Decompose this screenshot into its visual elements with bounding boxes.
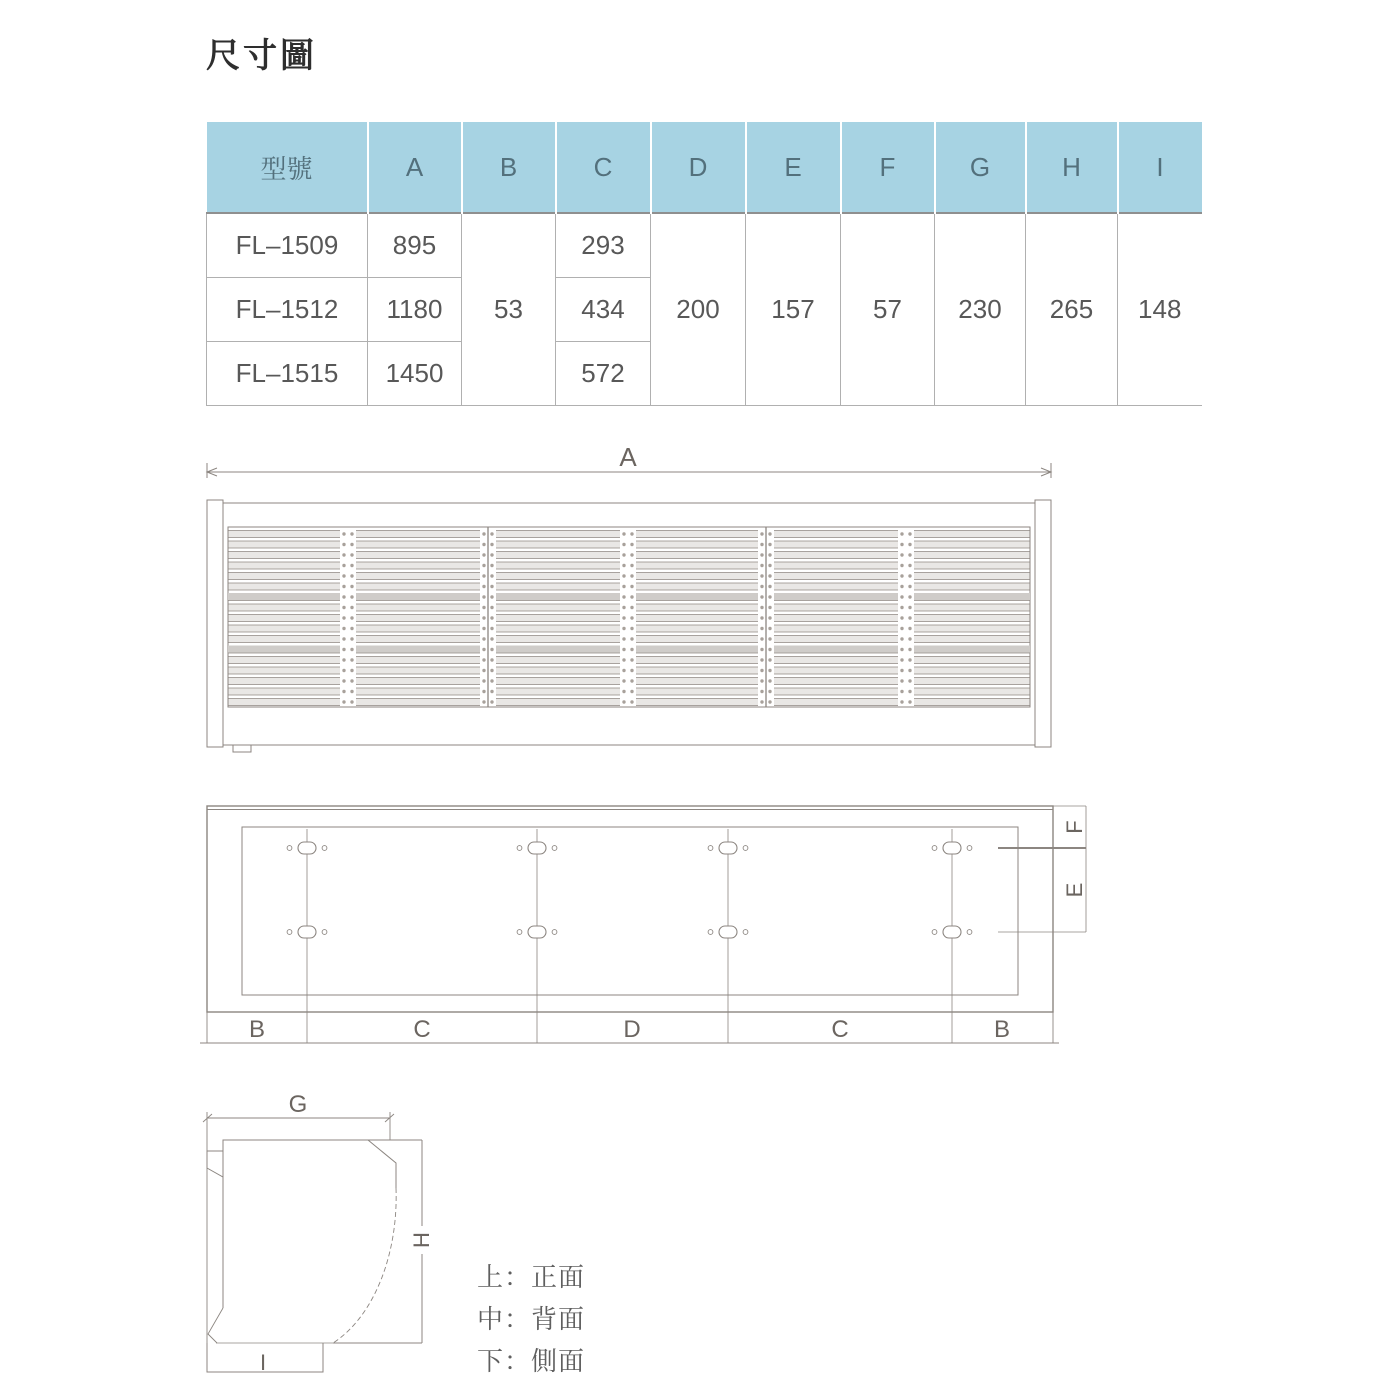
col-header-e: E [746, 122, 841, 213]
side-view-drawing [195, 1091, 445, 1386]
value-c: 293 [556, 213, 651, 278]
dimension-table [206, 122, 1202, 406]
dim-label-a: A [619, 442, 637, 472]
col-header-i: I [1118, 122, 1202, 213]
dimension-table-wrap [206, 122, 1202, 406]
dim-label-e: E [1062, 882, 1087, 898]
legend-side: 下：側面 [477, 1346, 586, 1376]
value-b-shared: 53 [462, 213, 556, 406]
legend-front: 上：正面 [477, 1262, 586, 1292]
table-header-row [207, 122, 1202, 213]
value-d-shared: 200 [651, 213, 746, 406]
dim-label-i: I [259, 1350, 267, 1375]
dim-label-d: D [623, 1016, 641, 1043]
front-view-drawing [190, 442, 1070, 767]
dim-label-b-left: B [248, 1016, 266, 1043]
value-g-shared: 230 [935, 213, 1026, 406]
table-row [207, 213, 1202, 278]
value-h-shared: 265 [1026, 213, 1118, 406]
value-c: 572 [556, 342, 651, 406]
model-cell: FL–1515 [207, 342, 368, 406]
dim-label-c-left: C [413, 1016, 431, 1043]
value-c: 434 [556, 278, 651, 342]
value-i-shared: 148 [1118, 213, 1202, 406]
model-cell: FL–1509 [207, 213, 368, 278]
col-header-h: H [1026, 122, 1118, 213]
col-header-c: C [556, 122, 651, 213]
col-header-d: D [651, 122, 746, 213]
col-header-a: A [368, 122, 462, 213]
dim-label-b-right: B [993, 1016, 1011, 1043]
model-cell: FL–1512 [207, 278, 368, 342]
col-header-model: 型號 [207, 122, 368, 213]
col-header-g: G [935, 122, 1026, 213]
dim-label-c-right: C [831, 1016, 849, 1043]
value-e-shared: 157 [746, 213, 841, 406]
back-view-drawing [190, 795, 1100, 1057]
col-header-b: B [462, 122, 556, 213]
dim-label-f: F [1062, 820, 1087, 834]
dim-label-h: H [409, 1232, 434, 1248]
legend-back: 中：背面 [477, 1304, 586, 1334]
col-header-f: F [841, 122, 935, 213]
value-f-shared: 57 [841, 213, 935, 406]
page-title: 尺寸圖 [206, 37, 317, 75]
value-a: 895 [368, 213, 462, 278]
dim-label-g: G [288, 1091, 308, 1118]
view-legend [477, 1256, 585, 1382]
value-a: 1450 [368, 342, 462, 406]
value-a: 1180 [368, 278, 462, 342]
